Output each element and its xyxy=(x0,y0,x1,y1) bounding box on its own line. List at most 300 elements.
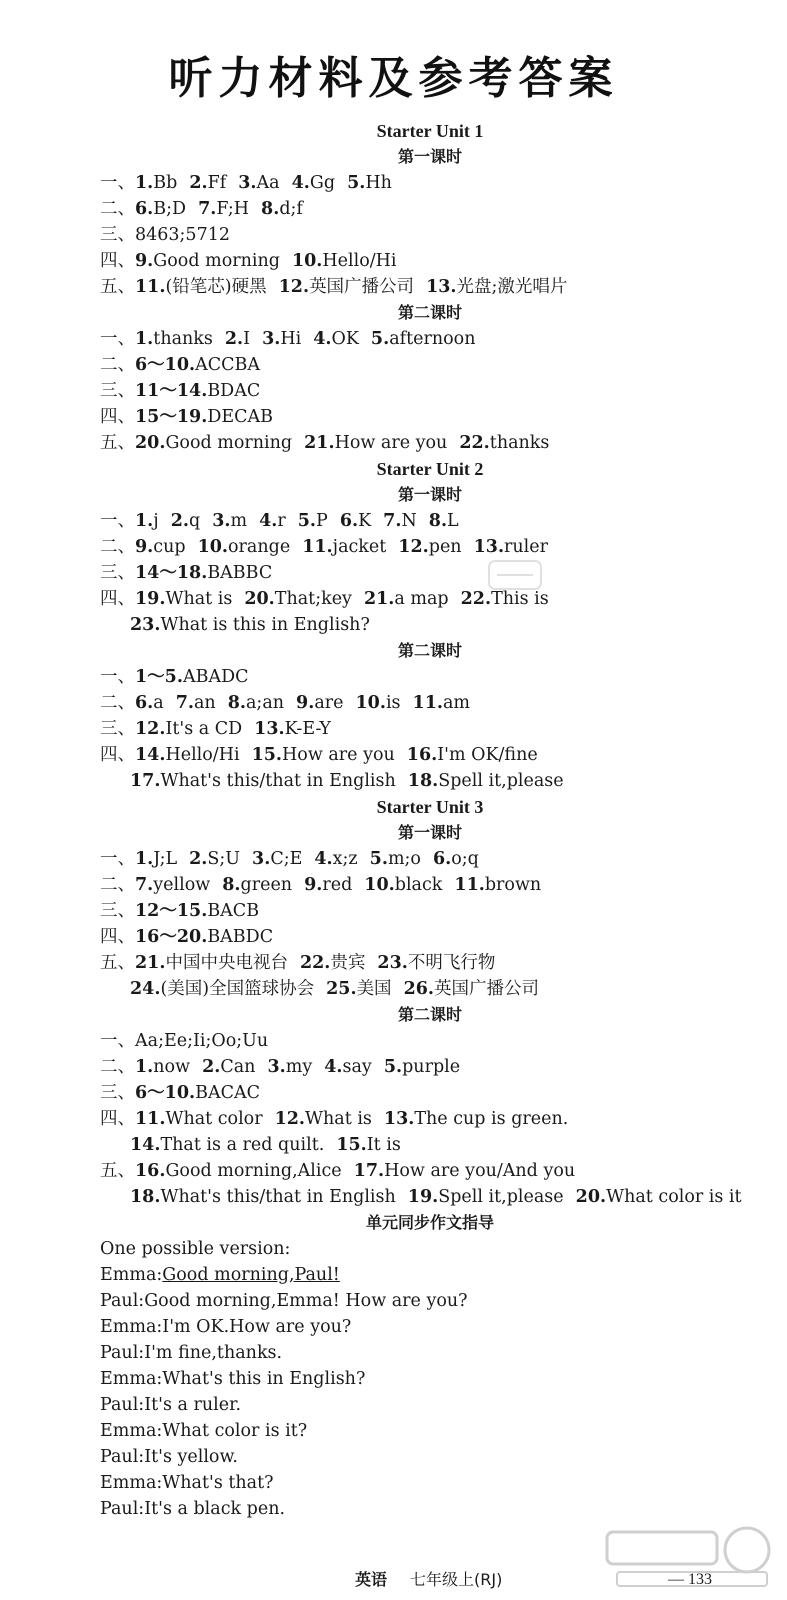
question-group-label: 三、 xyxy=(100,381,135,401)
answer-text: BDAC xyxy=(207,381,261,401)
question-number: 14～18. xyxy=(135,563,208,583)
answer-item xyxy=(135,277,267,297)
question-number: 7. xyxy=(175,693,194,713)
question-group-label: 三、 xyxy=(100,225,135,245)
question-group-label: 四、 xyxy=(100,589,135,609)
answer-text: What color is it xyxy=(606,1187,742,1207)
answer-item xyxy=(135,1161,342,1181)
question-group-label: 二、 xyxy=(100,355,135,375)
answer-item xyxy=(433,849,479,869)
section-heading: 第二课时 xyxy=(397,1005,462,1024)
dialog-text: What color is it? xyxy=(162,1421,308,1441)
answer-line xyxy=(100,1106,760,1132)
answer-line xyxy=(100,508,760,534)
answer-text: That;key xyxy=(274,589,352,609)
answer-line xyxy=(100,898,760,924)
speaker: Paul: xyxy=(100,1291,145,1311)
question-number: 15. xyxy=(251,745,283,765)
answer-line xyxy=(100,560,760,586)
speaker: Emma: xyxy=(100,1317,163,1337)
answer-item xyxy=(135,719,242,739)
answer-text: ABADC xyxy=(182,667,249,687)
answer-line xyxy=(100,1028,760,1054)
section-heading: 第一课时 xyxy=(397,485,462,504)
question-number: 8. xyxy=(227,693,246,713)
question-number: 5. xyxy=(297,511,317,531)
question-number: 13. xyxy=(426,277,457,297)
answer-item xyxy=(404,979,539,999)
question-number: 9. xyxy=(135,251,154,271)
unit-heading: Starter Unit 3 xyxy=(376,797,484,817)
answer-item xyxy=(135,563,272,583)
speaker: Emma: xyxy=(100,1421,163,1441)
answer-item xyxy=(474,537,548,557)
answer-item xyxy=(336,1135,401,1155)
question-number: 20. xyxy=(244,589,275,609)
question-group-label: 四、 xyxy=(100,407,135,427)
answer-line xyxy=(100,846,760,872)
dialog-line xyxy=(100,1444,760,1470)
answer-text: OK xyxy=(331,329,359,349)
answer-item xyxy=(135,329,213,349)
section-heading: 第一课时 xyxy=(397,823,462,842)
answer-item xyxy=(364,875,442,895)
answer-text: Hello/Hi xyxy=(322,251,397,271)
answer-text: ruler xyxy=(504,537,549,557)
page-number: — 133 xyxy=(668,1571,712,1588)
question-group-label: 二、 xyxy=(100,199,135,219)
answer-content xyxy=(100,118,760,1522)
answer-item xyxy=(130,1135,324,1155)
answer-item xyxy=(347,173,392,193)
answer-item xyxy=(135,745,240,765)
answer-text: K-E-Y xyxy=(284,719,331,739)
answer-text: (铅笔芯)硬黑 xyxy=(165,277,267,297)
answer-text: afternoon xyxy=(389,329,476,349)
question-number: 11. xyxy=(454,875,485,895)
question-group-label: 四、 xyxy=(100,745,135,765)
section-heading: 第二课时 xyxy=(397,303,462,322)
question-number: 4. xyxy=(291,173,310,193)
question-number: 19. xyxy=(407,1187,439,1207)
answer-text: 不明飞行物 xyxy=(407,953,496,973)
question-number: 9. xyxy=(135,537,154,557)
answer-text: L xyxy=(447,511,459,531)
answer-text: a map xyxy=(394,589,449,609)
page-title: 听力材料及参考答案 xyxy=(168,53,619,104)
answer-text: r xyxy=(277,511,286,531)
answer-text: It is xyxy=(366,1135,401,1155)
dialog-line xyxy=(100,1496,760,1522)
question-number: 3. xyxy=(252,849,271,869)
answer-text: DECAB xyxy=(207,407,274,427)
question-number: 6. xyxy=(135,199,154,219)
unit-heading: Starter Unit 1 xyxy=(376,121,484,141)
answer-item xyxy=(135,927,273,947)
answer-text: m xyxy=(230,511,248,531)
answer-text: d;f xyxy=(279,199,303,219)
question-number: 5. xyxy=(369,849,388,869)
answer-line xyxy=(100,690,760,716)
answer-item xyxy=(189,173,226,193)
answer-item xyxy=(252,745,395,765)
question-number: 14. xyxy=(130,1135,161,1155)
question-number: 18. xyxy=(130,1187,161,1207)
answer-text: thanks xyxy=(153,329,213,349)
answer-line xyxy=(100,1132,760,1158)
answer-line xyxy=(100,716,760,742)
answer-line xyxy=(100,222,760,248)
answer-text: 英国广播公司 xyxy=(309,277,415,297)
footer-grade: 七年级上(RJ) xyxy=(410,1570,503,1589)
answer-text: Hh xyxy=(365,173,392,193)
answer-item xyxy=(212,511,247,531)
question-number: 1. xyxy=(135,329,154,349)
question-number: 4. xyxy=(324,1057,343,1077)
question-number: 4. xyxy=(259,511,278,531)
answer-text: 英国广播公司 xyxy=(434,979,540,999)
answer-item xyxy=(377,953,495,973)
dialog-line xyxy=(100,1470,760,1496)
answer-line xyxy=(100,924,760,950)
dialog-line xyxy=(100,1340,760,1366)
answer-item xyxy=(326,979,391,999)
question-group-label: 二、 xyxy=(100,537,135,557)
answer-text: What's this/that in English xyxy=(160,1187,396,1207)
answer-text: How are you xyxy=(334,433,448,453)
question-number: 9. xyxy=(296,693,315,713)
answer-text: 光盘;激光唱片 xyxy=(456,277,568,297)
answer-line xyxy=(100,872,760,898)
answer-item xyxy=(408,771,564,791)
question-group-label: 二、 xyxy=(100,875,135,895)
answer-item xyxy=(313,329,359,349)
answer-item xyxy=(171,511,200,531)
dialog-text: Good morning,Paul! xyxy=(162,1265,340,1285)
answer-line xyxy=(100,170,760,196)
answer-text: I xyxy=(243,329,251,349)
answer-item xyxy=(292,173,335,193)
answer-item xyxy=(279,277,414,297)
question-number: 13. xyxy=(383,1109,415,1129)
answer-text: BACAC xyxy=(195,1083,261,1103)
answer-text: C;E xyxy=(270,849,303,869)
answer-item xyxy=(198,537,291,557)
question-number: 8. xyxy=(261,199,280,219)
answer-text: What color xyxy=(165,1109,263,1129)
question-number: 21. xyxy=(363,589,395,609)
answer-line xyxy=(100,1080,760,1106)
answer-item xyxy=(225,329,250,349)
question-number: 7. xyxy=(383,511,402,531)
question-group-label: 一、 xyxy=(100,173,135,193)
question-number: 7. xyxy=(135,875,154,895)
answer-line xyxy=(100,248,760,274)
answer-text: Hello/Hi xyxy=(165,745,240,765)
answer-text: Spell it,please xyxy=(438,771,564,791)
answer-item xyxy=(135,1031,268,1051)
answer-item xyxy=(302,537,386,557)
answer-line xyxy=(100,378,760,404)
answer-item xyxy=(176,693,216,713)
answer-line xyxy=(100,274,760,300)
question-number: 22. xyxy=(460,589,492,609)
answer-text: How are you xyxy=(282,745,395,765)
answer-item xyxy=(135,693,164,713)
answer-text: BABDC xyxy=(207,927,274,947)
section-heading: 第二课时 xyxy=(397,641,462,660)
answer-item xyxy=(135,511,159,531)
question-number: 17. xyxy=(130,771,161,791)
answer-item xyxy=(135,1109,263,1129)
dialog-text: It's yellow. xyxy=(144,1447,238,1467)
answer-text: Hi xyxy=(280,329,302,349)
question-group-label: 五、 xyxy=(100,433,135,453)
answer-item xyxy=(135,381,260,401)
section-heading: 第一课时 xyxy=(397,147,462,166)
answer-item xyxy=(135,173,177,193)
answer-line xyxy=(100,1184,760,1210)
question-number: 1. xyxy=(135,173,154,193)
question-number: 13. xyxy=(473,537,505,557)
answer-text: j xyxy=(153,511,159,531)
answer-item xyxy=(275,1109,372,1129)
answer-item xyxy=(135,901,259,921)
dialog-text: It's a ruler. xyxy=(144,1395,242,1415)
question-number: 6～10. xyxy=(135,1083,196,1103)
answer-line xyxy=(100,404,760,430)
answer-text: ACCBA xyxy=(195,355,261,375)
answer-text: m;o xyxy=(387,849,421,869)
answer-item xyxy=(371,329,476,349)
answer-item xyxy=(189,849,240,869)
answer-item xyxy=(459,433,549,453)
answer-item xyxy=(296,693,343,713)
question-number: 6. xyxy=(135,693,154,713)
question-group-label: 一、 xyxy=(100,667,135,687)
question-group-label: 一、 xyxy=(100,329,135,349)
dialog-text: I'm fine,thanks. xyxy=(144,1343,283,1363)
answer-item xyxy=(259,511,286,531)
answer-text: 美国 xyxy=(356,979,392,999)
question-number: 5. xyxy=(370,329,390,349)
faint-stamp-mark xyxy=(485,555,545,595)
answer-text: green xyxy=(240,875,293,895)
answer-line xyxy=(100,586,760,612)
answer-item xyxy=(354,1161,575,1181)
answer-item xyxy=(135,537,186,557)
answer-text: q xyxy=(189,511,201,531)
speaker: Paul: xyxy=(100,1395,145,1415)
answer-text: K xyxy=(358,511,372,531)
question-number: 17. xyxy=(353,1161,385,1181)
answer-text: are xyxy=(314,693,344,713)
answer-item xyxy=(384,1057,460,1077)
speaker: Emma: xyxy=(100,1265,163,1285)
answer-text: (美国)全国篮球协会 xyxy=(160,979,315,999)
question-group-label: 五、 xyxy=(100,277,135,297)
question-group-label: 二、 xyxy=(100,693,135,713)
question-number: 3. xyxy=(212,511,231,531)
answer-item xyxy=(130,979,314,999)
answer-item xyxy=(384,1109,568,1129)
answer-item xyxy=(244,589,352,609)
answer-item xyxy=(370,849,421,869)
question-number: 23. xyxy=(377,953,408,973)
dialog-text: It's a black pen. xyxy=(144,1499,286,1519)
question-group-label: 三、 xyxy=(100,563,135,583)
speaker: Emma: xyxy=(100,1369,163,1389)
answer-text: What is xyxy=(165,589,233,609)
answer-item xyxy=(130,1187,396,1207)
answer-text: pen xyxy=(428,537,462,557)
answer-text: x;z xyxy=(332,849,358,869)
answer-text: Gg xyxy=(309,173,336,193)
question-group-label: 一、 xyxy=(100,1031,135,1051)
question-number: 11. xyxy=(135,1109,166,1129)
answer-item xyxy=(429,511,459,531)
answer-item xyxy=(135,225,230,245)
dialog-line xyxy=(100,1418,760,1444)
answer-item xyxy=(262,329,301,349)
answer-item xyxy=(135,849,177,869)
answer-item xyxy=(383,511,417,531)
question-number: 16. xyxy=(406,745,438,765)
dialog-text: What's that? xyxy=(162,1473,274,1493)
answer-item xyxy=(252,849,302,869)
answer-item xyxy=(454,875,541,895)
answer-line xyxy=(100,950,760,976)
answer-text: J;L xyxy=(153,849,178,869)
answer-text: cup xyxy=(153,537,186,557)
question-group-label: 四、 xyxy=(100,1109,135,1129)
answer-text: S;U xyxy=(207,849,241,869)
answer-item xyxy=(407,745,538,765)
answer-text: This is xyxy=(491,589,549,609)
question-number: 12. xyxy=(274,1109,306,1129)
dialog-line xyxy=(100,1262,760,1288)
question-number: 1. xyxy=(135,1057,154,1077)
answer-text: brown xyxy=(484,875,542,895)
question-number: 16～20. xyxy=(135,927,208,947)
answer-item xyxy=(135,875,210,895)
answer-text: What is this in English? xyxy=(160,615,370,635)
answer-item xyxy=(398,537,461,557)
question-number: 18. xyxy=(407,771,439,791)
answer-line xyxy=(100,664,760,690)
answer-item xyxy=(413,693,470,713)
answer-item xyxy=(298,511,328,531)
answer-item xyxy=(135,953,288,973)
answer-item xyxy=(261,199,303,219)
answer-item xyxy=(300,953,365,973)
answer-item xyxy=(304,875,352,895)
question-number: 2. xyxy=(224,329,244,349)
question-number: 5. xyxy=(383,1057,403,1077)
question-number: 12～15. xyxy=(135,901,208,921)
dialog-text: I'm OK.How are you? xyxy=(162,1317,352,1337)
answer-text: red xyxy=(322,875,353,895)
answer-item xyxy=(426,277,567,297)
answer-line xyxy=(100,742,760,768)
essay-intro: One possible version: xyxy=(100,1239,291,1259)
dialog-text: What's this in English? xyxy=(162,1369,366,1389)
answer-line xyxy=(100,352,760,378)
answer-line xyxy=(100,612,760,638)
answer-text: Good morning,Alice xyxy=(165,1161,342,1181)
answer-text: Aa;Ee;Ii;Oo;Uu xyxy=(135,1031,269,1051)
question-number: 12. xyxy=(398,537,429,557)
answer-item xyxy=(228,693,284,713)
answer-text: Ff xyxy=(207,173,227,193)
speaker: Paul: xyxy=(100,1343,145,1363)
question-number: 5. xyxy=(347,173,366,193)
question-number: 3. xyxy=(262,329,281,349)
question-group-label: 四、 xyxy=(100,927,135,947)
answer-text: I'm OK/fine xyxy=(437,745,538,765)
question-number: 12. xyxy=(135,719,166,739)
answer-text: What's this/that in English xyxy=(160,771,396,791)
answer-item xyxy=(364,589,449,609)
dialog-line xyxy=(100,1366,760,1392)
section-heading: 单元同步作文指导 xyxy=(365,1213,494,1232)
answer-line xyxy=(100,196,760,222)
answer-text: Good morning xyxy=(165,433,293,453)
answer-text: That is a red quilt. xyxy=(160,1135,325,1155)
question-number: 22. xyxy=(459,433,490,453)
question-number: 15. xyxy=(336,1135,367,1155)
question-group-label: 一、 xyxy=(100,849,135,869)
question-number: 8. xyxy=(222,875,241,895)
question-number: 2. xyxy=(189,849,208,869)
answer-item xyxy=(198,199,249,219)
question-number: 4. xyxy=(313,329,332,349)
answer-text: How are you/And you xyxy=(384,1161,576,1181)
answer-line xyxy=(100,1054,760,1080)
question-number: 21. xyxy=(135,953,166,973)
answer-text: Can xyxy=(220,1057,256,1077)
question-group-label: 一、 xyxy=(100,511,135,531)
answer-line xyxy=(100,534,760,560)
speaker: Paul: xyxy=(100,1447,145,1467)
answer-text: an xyxy=(194,693,216,713)
answer-text: Spell it,please xyxy=(438,1187,564,1207)
answer-text: Bb xyxy=(153,173,178,193)
question-number: 9. xyxy=(304,875,323,895)
question-number: 11. xyxy=(412,693,443,713)
answer-text: 8463;5712 xyxy=(135,225,230,245)
answer-item xyxy=(135,355,260,375)
dialog-line xyxy=(100,1392,760,1418)
question-group-label: 五、 xyxy=(100,1161,135,1181)
answer-text: What is xyxy=(305,1109,372,1129)
question-number: 21. xyxy=(304,433,335,453)
answer-text: o;q xyxy=(451,849,479,869)
answer-text: 贵宾 xyxy=(330,953,366,973)
watermark-logo xyxy=(597,1522,777,1592)
answer-item xyxy=(135,1083,260,1103)
question-group-label: 三、 xyxy=(100,901,135,921)
question-number: 10. xyxy=(355,693,386,713)
answer-text: P xyxy=(316,511,328,531)
answer-text: am xyxy=(442,693,470,713)
answer-item xyxy=(340,511,371,531)
answer-item xyxy=(292,251,397,271)
answer-text: orange xyxy=(228,537,291,557)
question-number: 25. xyxy=(326,979,357,999)
question-number: 14. xyxy=(135,745,166,765)
answer-item xyxy=(135,199,186,219)
